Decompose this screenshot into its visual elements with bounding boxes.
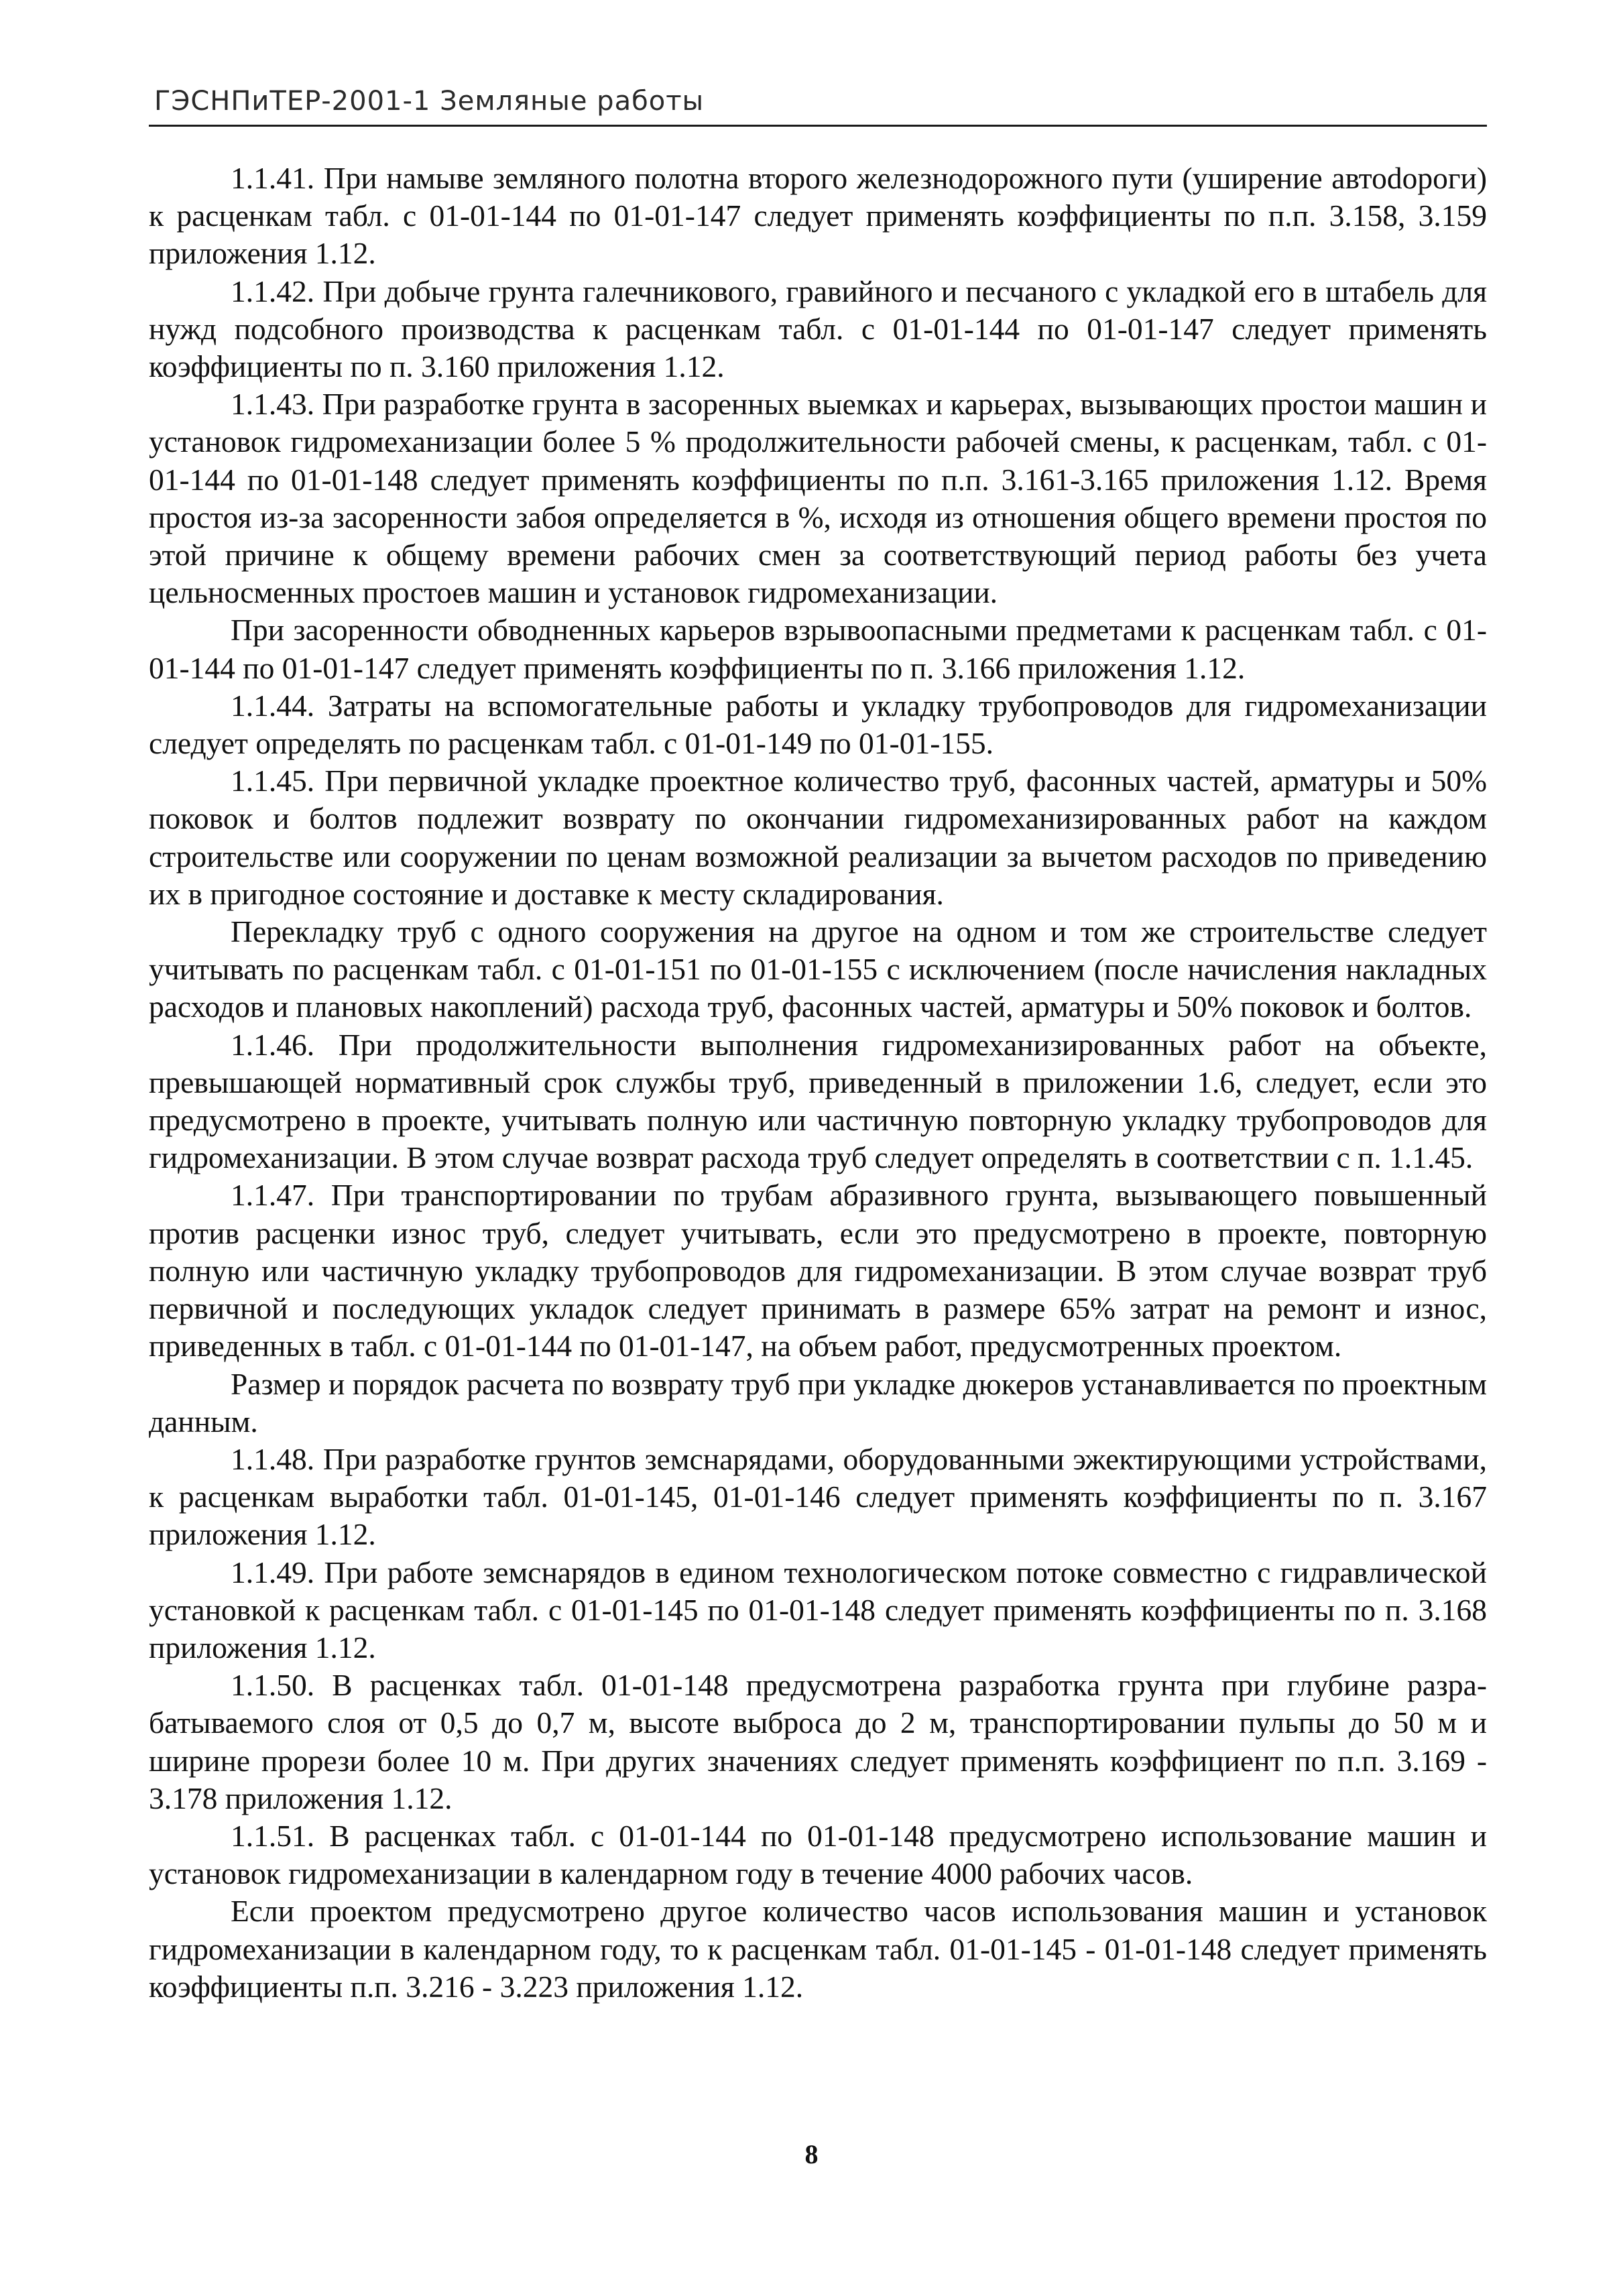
paragraph-1-1-51: 1.1.51. В расценках табл. с 01-01-144 по 01-01-148 предусмотрено использование машин и установок гидромеханизации в календарном году в течение 4000 рабочих часов. [149,1818,1487,1891]
paragraph-1-1-51-cont: Если проектом предусмотрено другое количество часов использования машин и установок гидромеханизации в календарном году, то к расценкам табл. 01-01-145 - 01-01-148 следует применять коэффициенты п.п. 3.216 - 3.223 приложения 1.12. [149,1894,1487,2004]
paragraph-1-1-43: 1.1.43. При разработке грунта в засоренных выемках и карьерах, вызывающих простои машин и установок гидромеханизации более 5 % продолжительности рабочей смены, к расценкам, табл. с 01-01-144 по 01-01-148 следует применять коэффициенты по п.п. 3.161-3.165 приложения 1.12. Время простоя из-за засоренности забоя определяется в %, исходя из отношения общего времени простоя по этой причине к общему времени рабочих смен за соответствующий период работы без учета цельносменных простоев машин и установок гидромеханизации. [149,387,1487,610]
paragraph-1-1-45: 1.1.45. При первичной укладке проектное количество труб, фасонных частей, арматуры и 50% поковок и болтов подлежит возврату по окончании гидромеханизированных работ на каждом строительстве или сооружении по ценам возможной реализации за вычетом расходов по приведению их в пригодное состояние и доставке к месту складирования. [149,764,1487,911]
paragraph-1-1-43-cont: При засоренности обводненных карьеров взрывоопасными предметами к расценкам табл. с 01-01-144 по 01-01-147 следует применять коэффициенты по п. 3.166 приложения 1.12. [149,613,1487,685]
document-body [149,160,1487,2006]
header-rule [149,125,1487,127]
paragraph-1-1-50: 1.1.50. В расценках табл. 01-01-148 предусмотрена разработка грунта при глубине разрабатываемого слоя от 0,5 до 0,7 м, высоте выброса до 2 м, транспортировании пульпы до 50 м и ширине прорези более 10 м. При других значениях следует применять коэффициент по п.п. 3.169 - 3.178 приложения 1.12. [149,1668,1487,1815]
page-number: 8 [804,2139,819,2169]
running-header: ГЭСНПиТЕР-2001-1 Земляные работы [154,86,705,117]
paragraph-1-1-47-cont: Размер и порядок расчета по возврату труб при укладке дюкеров устанавливается по проектным данным. [149,1366,1487,1439]
paragraph-1-1-48: 1.1.48. При разработке грунтов земснарядами, оборудованными эжектирующими устройствами, к расценкам выработки табл. 01-01-145, 01-01-146 следует применять коэффициенты по п. 3.167 приложения 1.12. [149,1441,1487,1552]
paragraph-1-1-44: 1.1.44. Затраты на вспомогательные работы и укладку трубопроводов для гидромеханизации следует определять по расценкам табл. с 01-01-149 по 01-01-155. [149,688,1487,761]
paragraph-1-1-42: 1.1.42. При добыче грунта галечникового, гравийного и песчаного с укладкой его в штабель для нужд подсобного производства к расценкам табл. с 01-01-144 по 01-01-147 следует применять коэффициенты по п. 3.160 приложения 1.12. [149,274,1487,384]
paragraph-1-1-41: 1.1.41. При намыве земляного полотна второго железнодорожного пути (уширение автоdороги) к расценкам табл. с 01-01-144 по 01-01-147 следует применять коэффициенты по п.п. 3.158, 3.159 приложения 1.12. [149,161,1487,271]
paragraph-1-1-47: 1.1.47. При транспортировании по трубам абразивного грунта, вызывающего повышенный против расценки износ труб, следует учитывать, если это предусмотрено в проекте, повторную полную или частичную укладку трубопроводов для гидромеханизации. В этом случае возврат труб первичной и последующих укладок следует принимать в размере 65% затрат на ремонт и износ, приведенных в табл. с 01-01-144 по 01-01-147, на объем работ, предусмотренных проектом. [149,1178,1487,1364]
paragraph-1-1-46: 1.1.46. При продолжительности выполнения гидромеханизированных работ на объекте, превышающей нормативный срок службы труб, приведенный в приложении 1.6, следует, если это предусмотрено в проекте, учитывать полную или частичную повторную укладку трубопроводов для гидромеханизации. В этом случае возврат расхода труб следует определять в соответствии с п. 1.1.45. [149,1027,1487,1175]
paragraph-1-1-45-cont: Перекладку труб с одного сооружения на другое на одном и том же строительстве следует учитывать по расценкам табл. с 01-01-151 по 01-01-155 с исключением (после начисления накладных расходов и плановых накоплений) расхода труб, фасонных частей, арматуры и 50% поковок и болтов. [149,914,1487,1024]
paragraph-1-1-49: 1.1.49. При работе земснарядов в едином технологическом потоке совместно с гидравлической установкой к расценкам табл. с 01-01-145 по 01-01-148 следует применять коэффициенты по п. 3.168 приложения 1.12. [149,1555,1487,1665]
